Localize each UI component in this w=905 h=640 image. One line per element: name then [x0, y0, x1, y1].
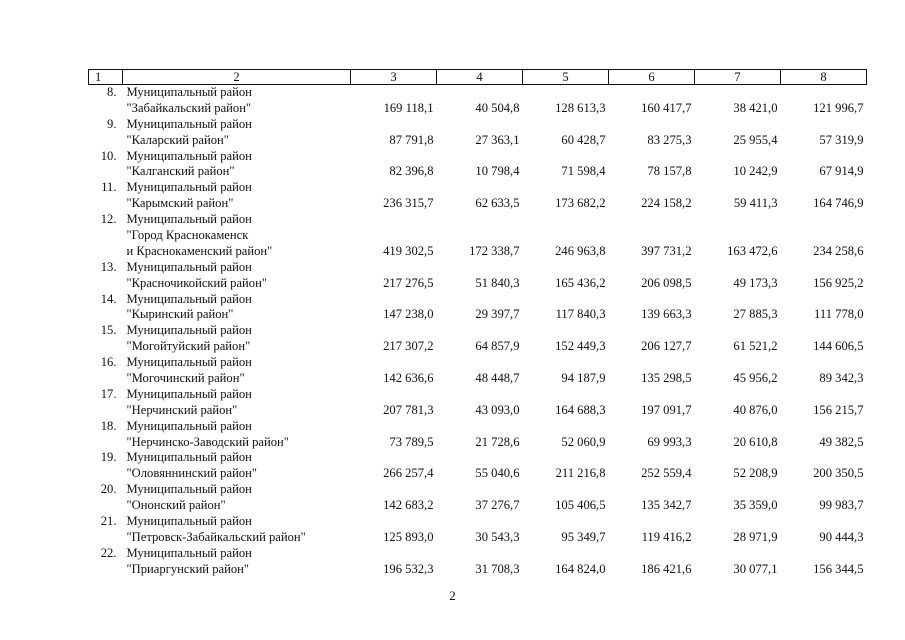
- value-cell: 164 688,3: [555, 402, 606, 417]
- district-name: [123, 387, 351, 419]
- district-name: [123, 419, 351, 451]
- district-name-line: Муниципальный район: [126, 291, 252, 306]
- district-name-line: "Красночикойский район": [126, 275, 267, 290]
- district-name-line: "Каларский район": [126, 132, 229, 147]
- value-cell: 186 421,6: [641, 561, 692, 576]
- table-row: [89, 450, 867, 482]
- row-number: 11.: [101, 180, 117, 195]
- row-number: 8.: [107, 85, 117, 99]
- value-cell: 73 789,5: [389, 434, 434, 449]
- value-cell: 29 397,7: [475, 307, 520, 322]
- value-cell: 99 983,7: [819, 498, 864, 513]
- value-cell: 196 532,3: [383, 561, 434, 576]
- value-cell: 105 406,5: [555, 498, 606, 513]
- value-cell: 119 416,2: [641, 529, 692, 544]
- value-cell: 164 824,0: [555, 561, 606, 576]
- table-row: [89, 323, 867, 355]
- district-name-line: Муниципальный район: [126, 418, 252, 433]
- district-name: [123, 482, 351, 514]
- value-cell: 224 158,2: [641, 196, 692, 211]
- district-name-line: Муниципальный район: [126, 450, 252, 465]
- district-name-line: Муниципальный район: [126, 482, 252, 497]
- value-cell: 69 993,3: [647, 434, 692, 449]
- row-number: 10.: [100, 148, 117, 163]
- value-cell: 10 798,4: [475, 164, 520, 179]
- row-number: 21.: [100, 514, 117, 529]
- value-cell: 78 157,8: [647, 164, 692, 179]
- district-name: [123, 212, 351, 260]
- value-cell: 48 448,7: [475, 371, 520, 386]
- value-cell: 139 663,3: [641, 307, 692, 322]
- value-cell: 169 118,1: [383, 100, 434, 115]
- value-cell: 236 315,7: [383, 196, 434, 211]
- value-cell: 25 955,4: [733, 132, 778, 147]
- value-cell: 59 411,3: [733, 196, 778, 211]
- value-cell: 37 276,7: [475, 498, 520, 513]
- value-cell: 165 436,2: [555, 275, 606, 290]
- value-cell: 31 708,3: [475, 561, 520, 576]
- value-cell: 172 338,7: [469, 243, 520, 258]
- value-cell: 160 417,7: [641, 100, 692, 115]
- column-header: 3: [351, 70, 437, 85]
- value-cell: 82 396,8: [389, 164, 434, 179]
- district-name: [123, 323, 351, 355]
- table-row: [89, 419, 867, 451]
- value-cell: 52 208,9: [733, 466, 778, 481]
- district-name-line: Муниципальный район: [126, 116, 252, 131]
- district-name: [123, 85, 351, 117]
- value-cell: 156 215,7: [813, 402, 864, 417]
- column-header: 5: [523, 70, 609, 85]
- header-row: [89, 70, 867, 85]
- district-name-line: "Кыринский район": [126, 307, 234, 322]
- district-name: [123, 292, 351, 324]
- district-name-line: Муниципальный район: [126, 148, 252, 163]
- column-header: 7: [695, 70, 781, 85]
- district-name: [123, 450, 351, 482]
- district-name-line: и Краснокаменский район": [126, 243, 273, 258]
- value-cell: 144 606,5: [813, 339, 864, 354]
- value-cell: 152 449,3: [555, 339, 606, 354]
- row-number: 19.: [100, 450, 117, 465]
- district-name: [123, 180, 351, 212]
- value-cell: 43 093,0: [475, 402, 520, 417]
- table-row: [89, 149, 867, 181]
- district-name-line: "Карымский район": [126, 196, 234, 211]
- value-cell: 49 382,5: [819, 434, 864, 449]
- table-row: [89, 514, 867, 546]
- value-cell: 45 956,2: [733, 371, 778, 386]
- value-cell: 135 342,7: [641, 498, 692, 513]
- value-cell: 30 077,1: [733, 561, 778, 576]
- row-number: 9.: [107, 116, 117, 131]
- value-cell: 128 613,3: [555, 100, 606, 115]
- value-cell: 266 257,4: [383, 466, 434, 481]
- value-cell: 147 238,0: [383, 307, 434, 322]
- value-cell: 30 543,3: [475, 529, 520, 544]
- value-cell: 67 914,9: [819, 164, 864, 179]
- value-cell: 142 683,2: [383, 498, 434, 513]
- table-row: [89, 482, 867, 514]
- row-number: 18.: [100, 418, 117, 433]
- value-cell: 207 781,3: [383, 402, 434, 417]
- district-name-line: Муниципальный район: [126, 259, 252, 274]
- value-cell: 211 216,8: [555, 466, 606, 481]
- row-number: 20.: [100, 482, 117, 497]
- value-cell: 61 521,2: [733, 339, 778, 354]
- value-cell: 156 344,5: [813, 561, 864, 576]
- value-cell: 35 359,0: [733, 498, 778, 513]
- value-cell: 57 319,9: [819, 132, 864, 147]
- value-cell: 397 731,2: [641, 243, 692, 258]
- district-name-line: Муниципальный район: [126, 545, 252, 560]
- value-cell: 252 559,4: [641, 466, 692, 481]
- value-cell: 142 636,6: [383, 371, 434, 386]
- value-cell: 234 258,6: [813, 243, 864, 258]
- district-name-line: Муниципальный район: [126, 85, 252, 99]
- district-name-line: Муниципальный район: [126, 323, 252, 338]
- value-cell: 200 350,5: [813, 466, 864, 481]
- budget-table: [88, 69, 867, 578]
- table-row: [89, 355, 867, 387]
- table-row: [89, 212, 867, 260]
- value-cell: 49 173,3: [733, 275, 778, 290]
- value-cell: 21 728,6: [475, 434, 520, 449]
- value-cell: 156 925,2: [813, 275, 864, 290]
- row-number: 22.: [100, 545, 117, 560]
- value-cell: 38 421,0: [733, 100, 778, 115]
- value-cell: 64 857,9: [475, 339, 520, 354]
- district-name-line: "Могочинский район": [126, 371, 245, 386]
- table-row: [89, 260, 867, 292]
- value-cell: 206 098,5: [641, 275, 692, 290]
- value-cell: 206 127,7: [641, 339, 692, 354]
- value-cell: 197 091,7: [641, 402, 692, 417]
- row-number: 13.: [100, 259, 117, 274]
- district-name-line: "Забайкальский район": [126, 100, 252, 115]
- district-name: [123, 117, 351, 149]
- column-header: 8: [781, 70, 867, 85]
- table-row: [89, 387, 867, 419]
- district-name-line: Муниципальный район: [126, 180, 252, 195]
- value-cell: 40 504,8: [475, 100, 520, 115]
- table-row: [89, 85, 867, 117]
- district-name: [123, 546, 351, 578]
- value-cell: 163 472,6: [727, 243, 778, 258]
- table-row: [89, 546, 867, 578]
- value-cell: 95 349,7: [561, 529, 606, 544]
- district-name: [123, 355, 351, 387]
- table-row: [89, 117, 867, 149]
- value-cell: 419 302,5: [383, 243, 434, 258]
- value-cell: 71 598,4: [561, 164, 606, 179]
- value-cell: 217 307,2: [383, 339, 434, 354]
- district-name-line: "Петровск-Забайкальский район": [126, 529, 306, 544]
- column-header: 6: [609, 70, 695, 85]
- value-cell: 121 996,7: [813, 100, 864, 115]
- value-cell: 164 746,9: [813, 196, 864, 211]
- value-cell: 40 876,0: [733, 402, 778, 417]
- row-number: 14.: [100, 291, 117, 306]
- district-name-line: "Нерчинский район": [126, 402, 238, 417]
- district-name-line: "Город Краснокаменск: [126, 228, 249, 243]
- value-cell: 117 840,3: [555, 307, 606, 322]
- value-cell: 87 791,8: [389, 132, 434, 147]
- value-cell: 51 840,3: [475, 275, 520, 290]
- row-number: 15.: [100, 323, 117, 338]
- district-name-line: Муниципальный район: [126, 212, 252, 227]
- district-name: [123, 260, 351, 292]
- district-name-line: "Приаргунский район": [126, 561, 250, 576]
- value-cell: 83 275,3: [647, 132, 692, 147]
- row-number: 17.: [100, 386, 117, 401]
- column-header: 2: [123, 70, 351, 85]
- table-row: [89, 292, 867, 324]
- value-cell: 10 242,9: [733, 164, 778, 179]
- value-cell: 217 276,5: [383, 275, 434, 290]
- district-name-line: "Нерчинско-Заводский район": [126, 434, 289, 449]
- column-header: 1: [89, 70, 123, 85]
- district-name-line: Муниципальный район: [126, 514, 252, 529]
- district-name-line: Муниципальный район: [126, 386, 252, 401]
- value-cell: 60 428,7: [561, 132, 606, 147]
- district-name: [123, 149, 351, 181]
- district-name-line: "Калганский район": [126, 164, 235, 179]
- value-cell: 89 342,3: [819, 371, 864, 386]
- value-cell: 52 060,9: [561, 434, 606, 449]
- district-name-line: "Оловяннинский район": [126, 466, 257, 481]
- value-cell: 135 298,5: [641, 371, 692, 386]
- district-name-line: Муниципальный район: [126, 355, 252, 370]
- value-cell: 20 610,8: [733, 434, 778, 449]
- district-name: [123, 514, 351, 546]
- value-cell: 94 187,9: [561, 371, 606, 386]
- value-cell: 62 633,5: [475, 196, 520, 211]
- value-cell: 90 444,3: [819, 529, 864, 544]
- value-cell: 27 363,1: [475, 132, 520, 147]
- column-header: 4: [437, 70, 523, 85]
- row-number: 12.: [100, 212, 117, 227]
- table-row: [89, 180, 867, 212]
- value-cell: 246 963,8: [555, 243, 606, 258]
- value-cell: 111 778,0: [814, 307, 864, 322]
- value-cell: 125 893,0: [383, 529, 434, 544]
- value-cell: 55 040,6: [475, 466, 520, 481]
- value-cell: 173 682,2: [555, 196, 606, 211]
- district-name-line: "Ононский район": [126, 498, 226, 513]
- value-cell: 28 971,9: [733, 529, 778, 544]
- page-number: 2: [449, 588, 456, 603]
- district-name-line: "Могойтуйский район": [126, 339, 251, 354]
- value-cell: 27 885,3: [733, 307, 778, 322]
- row-number: 16.: [100, 355, 117, 370]
